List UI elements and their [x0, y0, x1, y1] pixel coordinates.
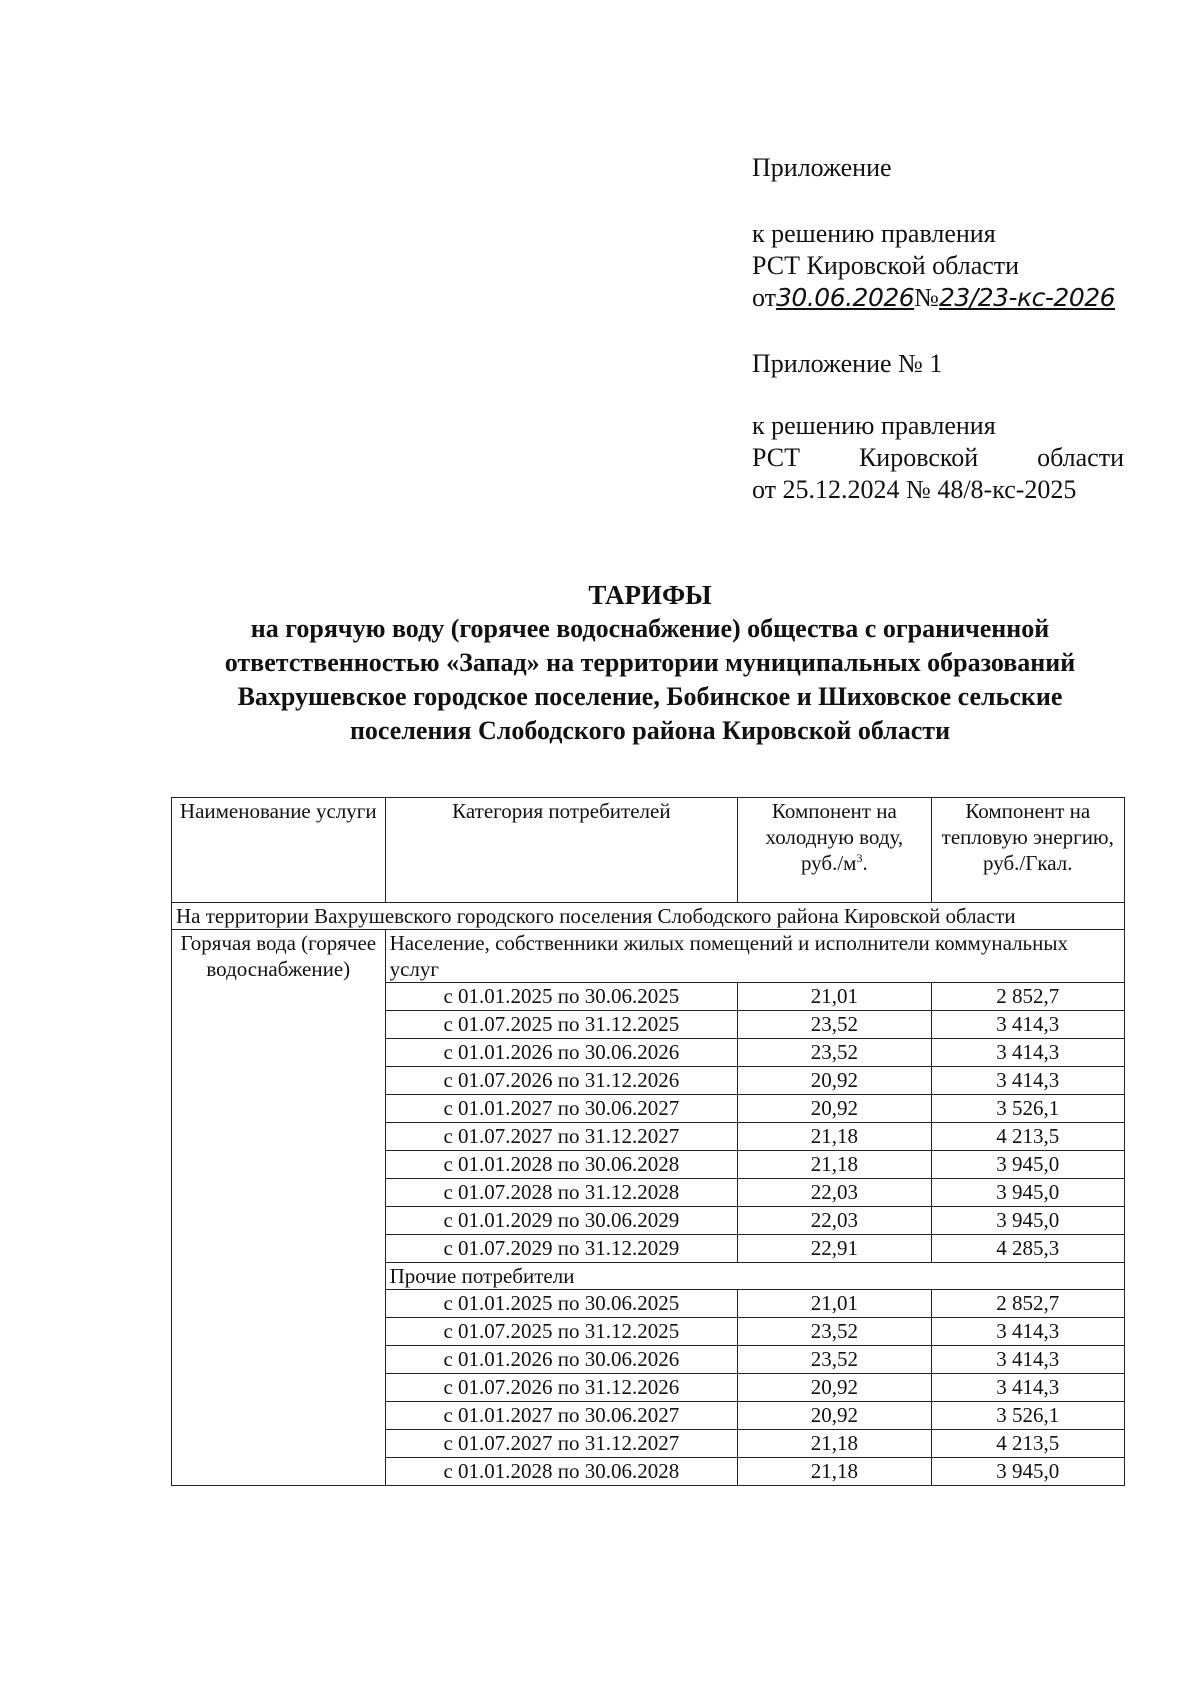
number-prefix: № [914, 283, 939, 312]
section-label: На территории Вахрушевского городского поселения Слободского района Кировской области [172, 903, 1125, 930]
period-cell: с 01.07.2025 по 31.12.2025 [385, 1011, 738, 1039]
period-cell: с 01.07.2027 по 31.12.2027 [385, 1123, 738, 1151]
period-cell: с 01.01.2025 по 30.06.2025 [385, 1290, 738, 1318]
heat-cell: 3 945,0 [931, 1151, 1124, 1179]
heat-cell: 3 526,1 [931, 1095, 1124, 1123]
period-cell: с 01.07.2029 по 31.12.2029 [385, 1235, 738, 1263]
period-cell: с 01.01.2027 по 30.06.2027 [385, 1095, 738, 1123]
period-cell: с 01.07.2028 по 31.12.2028 [385, 1179, 738, 1207]
heat-cell: 3 414,3 [931, 1011, 1124, 1039]
heat-cell: 3 414,3 [931, 1039, 1124, 1067]
period-cell: с 01.07.2026 по 31.12.2026 [385, 1067, 738, 1095]
header-cold-water [738, 798, 931, 903]
heading-line-1: на горячую воду (горячее водоснабжение) общества с ограниченной [250, 614, 1050, 643]
heat-cell: 3 414,3 [931, 1318, 1124, 1346]
period-cell: с 01.01.2025 по 30.06.2025 [385, 983, 738, 1011]
cold-water-cell: 21,01 [738, 1290, 931, 1318]
cold-water-cell: 23,52 [738, 1318, 931, 1346]
heat-cell: 3 414,3 [931, 1067, 1124, 1095]
header-heat: Компонент на тепловую энергию, руб./Гкал. [931, 798, 1124, 903]
heat-cell: 3 945,0 [931, 1207, 1124, 1235]
decision-date-number [752, 282, 1124, 314]
cold-water-cell: 23,52 [738, 1039, 931, 1067]
period-cell: с 01.07.2027 по 31.12.2027 [385, 1430, 738, 1458]
group-label: Население, собственники жилых помещений и исполнители коммунальных услуг [385, 930, 1124, 983]
cold-water-cell: 20,92 [738, 1374, 931, 1402]
cold-water-cell: 20,92 [738, 1402, 931, 1430]
appendix-title-text: Приложение [752, 153, 892, 182]
word-rst: РСТ [752, 443, 801, 472]
cold-water-cell: 23,52 [738, 1346, 931, 1374]
heat-cell: 4 213,5 [931, 1123, 1124, 1151]
heat-cell: 4 285,3 [931, 1235, 1124, 1263]
appendix-1-line-2 [752, 442, 1124, 474]
heading-line-2: ответственностью «Запад» на территории муниципальных образований [224, 648, 1076, 677]
appendix-title [752, 152, 1124, 184]
header-cold-water-sup: 3 [856, 851, 863, 865]
header-cold-water-text: Компонент на холодную воду, руб./м [765, 799, 904, 875]
cold-water-cell: 23,52 [738, 1011, 931, 1039]
appendix-1-line-3: от 25.12.2024 № 48/8-кс-2025 [752, 475, 1077, 504]
appendix-1-title-text: Приложение № 1 [752, 349, 943, 378]
cold-water-cell: 22,03 [738, 1179, 931, 1207]
appendix-1-title [752, 348, 1124, 380]
period-cell: с 01.07.2026 по 31.12.2026 [385, 1374, 738, 1402]
heading-line-4: поселения Слободского района Кировской области [349, 716, 951, 745]
header-cold-water-tail: . [862, 851, 868, 875]
tariffs-table [171, 797, 1125, 1486]
cold-water-cell: 21,01 [738, 983, 931, 1011]
heat-cell: 4 213,5 [931, 1430, 1124, 1458]
word-kirov: Кировской [858, 443, 979, 472]
section-row [172, 903, 1125, 930]
handwritten-date: 30.06.2026 [776, 283, 915, 312]
cold-water-cell: 20,92 [738, 1095, 931, 1123]
cold-water-cell: 22,91 [738, 1235, 931, 1263]
header-category: Категория потребителей [385, 798, 738, 903]
group-label: Прочие потребители [385, 1263, 1124, 1290]
period-cell: с 01.07.2025 по 31.12.2025 [385, 1318, 738, 1346]
header-service: Наименование услуги [172, 798, 386, 903]
heat-cell: 2 852,7 [931, 983, 1124, 1011]
period-cell: с 01.01.2026 по 30.06.2026 [385, 1346, 738, 1374]
appendix-decision-ref [752, 218, 1124, 314]
period-cell: с 01.01.2028 по 30.06.2028 [385, 1458, 738, 1486]
decision-line-1: к решению правления [752, 219, 996, 248]
appendix-1-line-1: к решению правления [752, 411, 996, 440]
cold-water-cell: 21,18 [738, 1123, 931, 1151]
decision-line-2: РСТ Кировской области [752, 251, 1020, 280]
cold-water-cell: 20,92 [738, 1067, 931, 1095]
cold-water-cell: 21,18 [738, 1458, 931, 1486]
handwritten-number: 23/23-кс-2026 [938, 283, 1116, 312]
cold-water-cell: 21,18 [738, 1151, 931, 1179]
appendix-1-decision-ref [752, 410, 1124, 506]
cold-water-cell: 21,18 [738, 1430, 931, 1458]
heat-cell: 3 414,3 [931, 1374, 1124, 1402]
heat-cell: 3 526,1 [931, 1402, 1124, 1430]
document-heading [150, 578, 1150, 748]
period-cell: с 01.01.2027 по 30.06.2027 [385, 1402, 738, 1430]
heading-line-3: Вахрушевское городское поселение, Бобинское и Шиховское сельские [237, 682, 1063, 711]
date-prefix: от [752, 283, 777, 312]
table-header-row [172, 798, 1125, 903]
period-cell: с 01.01.2029 по 30.06.2029 [385, 1207, 738, 1235]
cold-water-cell: 22,03 [738, 1207, 931, 1235]
period-cell: с 01.01.2028 по 30.06.2028 [385, 1151, 738, 1179]
period-cell: с 01.01.2026 по 30.06.2026 [385, 1039, 738, 1067]
heat-cell: 3 945,0 [931, 1179, 1124, 1207]
heading-title: ТАРИФЫ [588, 580, 712, 610]
word-region: области [1037, 443, 1124, 472]
heat-cell: 2 852,7 [931, 1290, 1124, 1318]
heat-cell: 3 945,0 [931, 1458, 1124, 1486]
heat-cell: 3 414,3 [931, 1346, 1124, 1374]
service-name: Горячая вода (горячее водоснабжение) [172, 930, 386, 1486]
group-row [172, 930, 1125, 983]
